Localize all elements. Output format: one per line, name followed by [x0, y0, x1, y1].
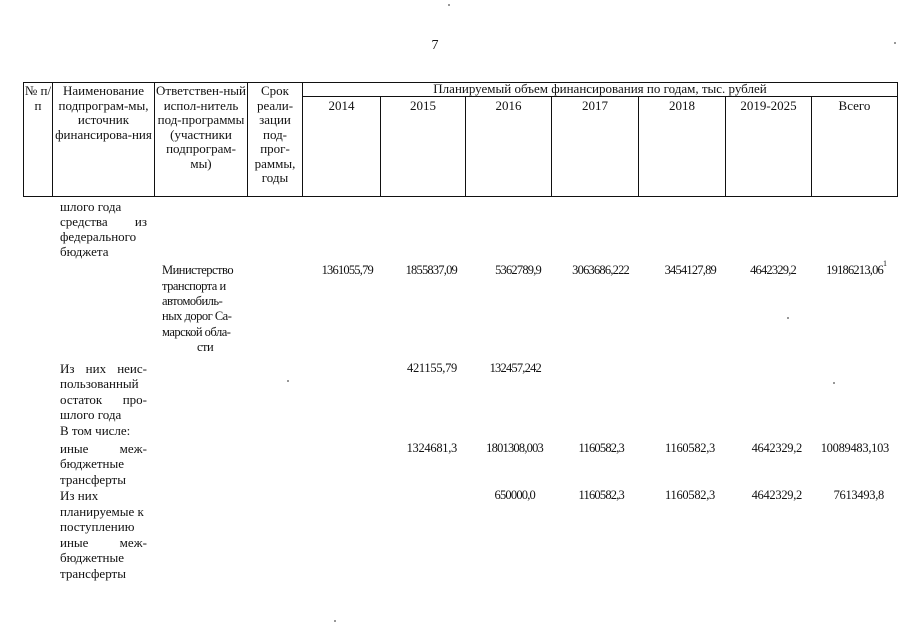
planned-label-line: поступлению [60, 519, 135, 534]
ministry-line: транспорта и [162, 279, 226, 293]
planned-2019-2025: 4642329,2 [751, 488, 802, 502]
footnote-mark: 1 [883, 259, 887, 268]
header-year-2015: 2015 [410, 98, 436, 113]
planned-label-line: бюджетные [60, 550, 125, 565]
header-col-funding: Планируемый объем финансирования по годам, тыс. рублей [433, 81, 767, 96]
header-col-name: Наименование подпрограм-мы, источник финансирова-ния [55, 83, 152, 142]
other-2018: 1160582,3 [665, 441, 715, 455]
cont-name-line: средства из [60, 214, 147, 229]
federal-2018: 3454127,89 [664, 263, 716, 277]
other-label-line: иные меж- [60, 441, 147, 456]
header-year-2014: 2014 [328, 98, 355, 113]
federal-2015: 1855837,09 [405, 263, 457, 277]
planned-label-line: иные меж- [60, 535, 147, 550]
speck [833, 382, 835, 384]
other-2019-2025: 4642329,2 [751, 441, 802, 455]
planned-label-line: планируемые к [60, 504, 144, 519]
header-total: Всего [838, 98, 871, 113]
header-year-2016: 2016 [495, 98, 522, 113]
other-2017: 1160582,3 [578, 441, 624, 455]
planned-label-line: Из них [60, 488, 99, 503]
federal-2014: 1361055,79 [321, 263, 373, 277]
federal-2016: 5362789,9 [495, 263, 541, 277]
cont-name-line: шлого года [60, 199, 122, 214]
header-col-responsible: Ответствен-ный испол-нитель под-программы (участники подпрограм-мы) [156, 83, 246, 171]
header-year-2018: 2018 [669, 98, 695, 113]
unused-label-line: Из них неис- [60, 361, 147, 376]
planned-2016: 650000,0 [494, 488, 535, 502]
other-label-line: бюджетные [60, 456, 125, 471]
other-total: 10089483,103 [820, 441, 889, 455]
speck [287, 380, 289, 382]
including-label: В том числе: [60, 423, 131, 438]
planned-label-line: трансферты [60, 566, 126, 581]
other-2016: 1801308,003 [486, 441, 543, 455]
unused-2015: 421155,79 [407, 361, 457, 375]
unused-label-line: остаток про- [60, 392, 147, 407]
unused-label-line: пользованный [60, 376, 139, 391]
cont-name-line: бюджета [60, 244, 109, 259]
planned-total: 7613493,8 [833, 488, 884, 502]
cont-name-line: федерального [60, 229, 137, 244]
planned-2017: 1160582,3 [578, 488, 624, 502]
ministry-line: ных дорог Са- [162, 309, 232, 323]
federal-2017: 3063686,222 [572, 263, 629, 277]
unused-2016: 132457,242 [489, 361, 541, 375]
unused-label-line: шлого года [60, 407, 122, 422]
federal-2019-2025: 4642329,2 [750, 263, 796, 277]
speck [334, 620, 336, 622]
header-col-term: Срок реали-зации под-прог-раммы, годы [254, 83, 296, 185]
planned-2018: 1160582,3 [665, 488, 715, 502]
ministry-line: Министерство [162, 263, 234, 277]
header-year-2017: 2017 [582, 98, 608, 113]
other-2015: 1324681,3 [406, 441, 457, 455]
ministry-line: автомобиль- [162, 294, 223, 308]
other-label-line: трансферты [60, 472, 126, 487]
speck [787, 317, 789, 319]
ministry-line: марской обла- [162, 325, 231, 339]
header-year-2019-2025: 2019-2025 [740, 98, 797, 113]
federal-total: 19186213,06 [826, 263, 883, 277]
ministry-line: сти [197, 340, 214, 354]
page-number: 7 [431, 38, 439, 53]
header-col-number: № п/п [24, 83, 52, 113]
